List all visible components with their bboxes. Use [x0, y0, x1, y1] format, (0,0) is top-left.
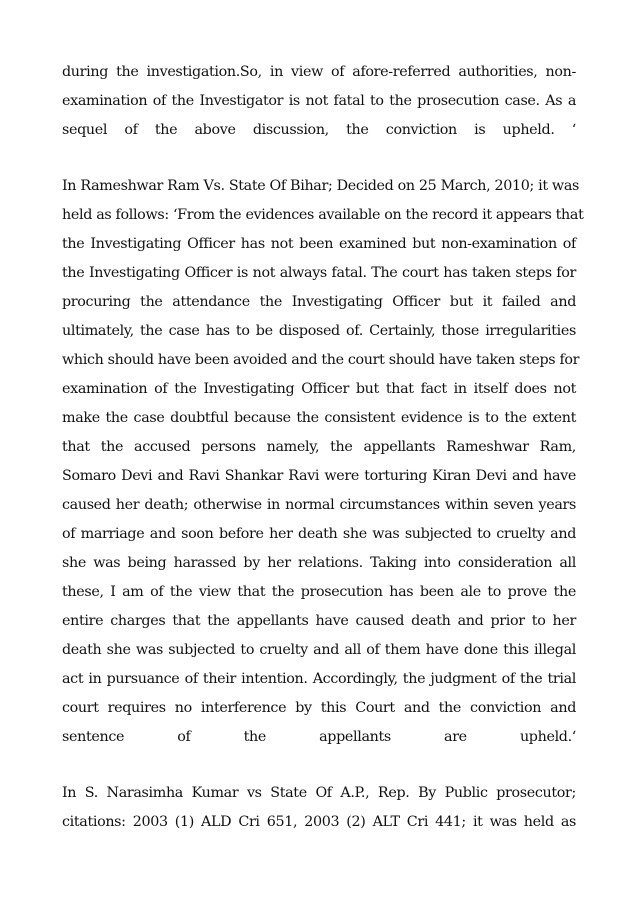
text-line: which should have been avoided and the court should have taken steps for — [62, 352, 580, 368]
paragraph-conclusion — [62, 58, 576, 145]
paragraph-rameshwar-ram — [62, 172, 584, 752]
text-line: In S. Narasimha Kumar vs State Of A.P., Rep. By Public prosecutor; — [62, 785, 576, 801]
text-line: In Rameshwar Ram Vs. State Of Bihar; Decided on 25 March, 2010; it was — [62, 178, 579, 194]
text-line: the Investigating Officer is not always fatal. The court has taken steps for — [62, 265, 576, 281]
text-line: sequel of the above discussion, the conviction is upheld. ‘ — [62, 122, 576, 138]
text-line: during the investigation.So, in view of afore-referred authorities, non- — [62, 64, 576, 80]
text-line: Somaro Devi and Ravi Shankar Ravi were torturing Kiran Devi and have — [62, 468, 576, 484]
paragraph-narasimha-kumar — [62, 779, 576, 837]
text-line: death she was subjected to cruelty and all of them have done this illegal — [62, 642, 576, 658]
text-line: make the case doubtful because the consistent evidence is to the extent — [62, 410, 576, 426]
text-line: that the accused persons namely, the appellants Rameshwar Ram, — [62, 439, 576, 455]
text-line: examination of the Investigating Officer but that fact in itself does not — [62, 381, 576, 397]
text-line: held as follows: ‘From the evidences available on the record it appears that — [62, 207, 584, 223]
text-line: of marriage and soon before her death she was subjected to cruelty and — [62, 526, 576, 542]
text-line: the Investigating Officer has not been examined but non-examination of — [62, 236, 576, 252]
text-line: citations: 2003 (1) ALD Cri 651, 2003 (2) ALT Cri 441; it was held as — [62, 814, 576, 830]
text-line: entire charges that the appellants have caused death and prior to her — [62, 613, 576, 629]
text-line: procuring the attendance the Investigating Officer but it failed and — [62, 294, 576, 310]
text-line: she was being harassed by her relations. Taking into consideration all — [62, 555, 576, 571]
text-line: act in pursuance of their intention. Accordingly, the judgment of the trial — [62, 671, 576, 687]
text-line: sentence of the appellants are upheld.‘ — [62, 729, 576, 745]
text-line: examination of the Investigator is not fatal to the prosecution case. As a — [62, 93, 576, 109]
text-line: court requires no interference by this Court and the conviction and — [62, 700, 576, 716]
text-line: caused her death; otherwise in normal circumstances within seven years — [62, 497, 576, 513]
document-page — [62, 58, 584, 864]
text-line: these, I am of the view that the prosecution has been ale to prove the — [62, 584, 576, 600]
text-line: ultimately, the case has to be disposed of. Certainly, those irregularities — [62, 323, 576, 339]
